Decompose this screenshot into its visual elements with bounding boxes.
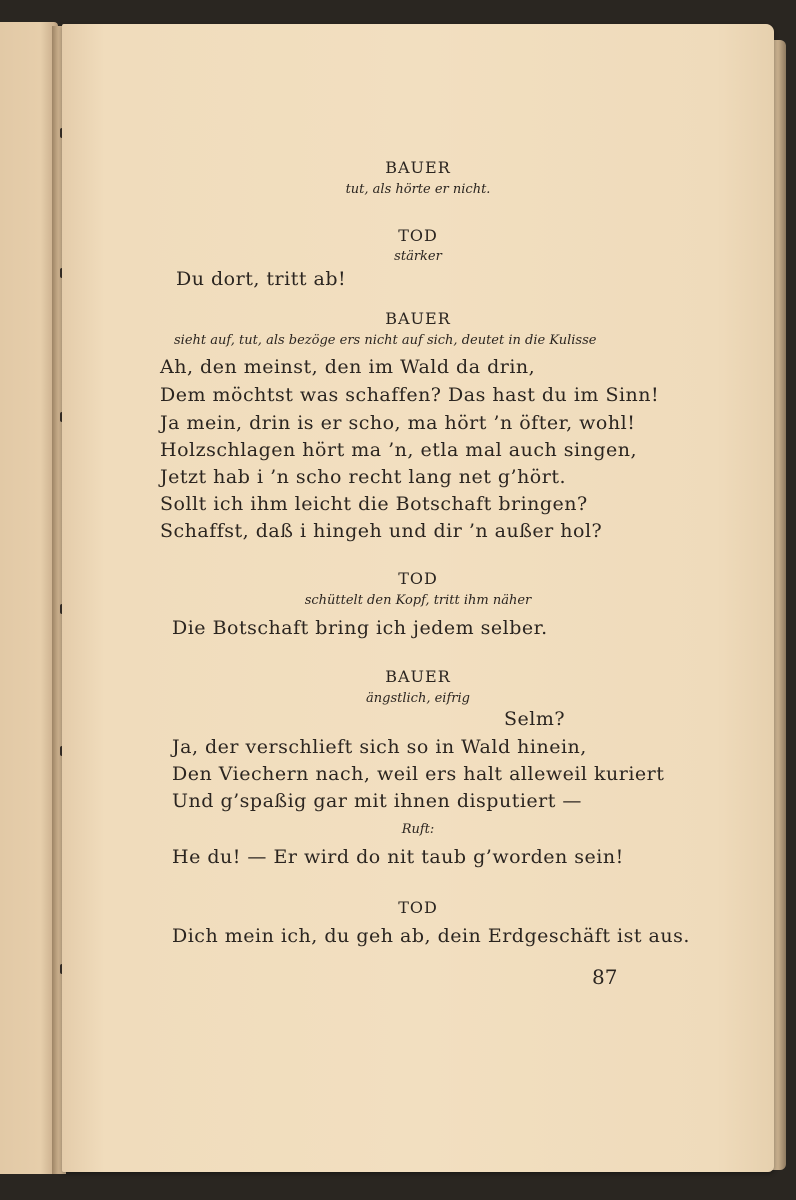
book-page (62, 24, 774, 1172)
verse-line: Holzschlagen hört ma ’n, etla mal auch singen, (160, 439, 637, 461)
stage-direction: stärker (394, 249, 442, 264)
speaker-name: TOD (398, 569, 438, 588)
verse-line: Schaffst, daß i hingeh und dir ’n außer hol? (160, 520, 603, 542)
verse-line: He du! — Er wird do nit taub g’worden sein! (172, 846, 624, 868)
speaker-name: TOD (398, 226, 438, 245)
speaker-name: BAUER (385, 309, 451, 328)
stage-direction: Ruft: (401, 822, 435, 837)
speaker-name: BAUER (385, 667, 451, 686)
verse-half-line: Selm? (504, 708, 566, 730)
verse-line: Und g’spaßig gar mit ihnen disputiert — (172, 790, 582, 812)
verse-line: Die Botschaft bring ich jedem selber. (172, 617, 548, 639)
verse-line: Sollt ich ihm leicht die Botschaft bringen? (160, 493, 588, 515)
stage-direction: ängstlich, eifrig (366, 691, 470, 706)
speaker-name: BAUER (385, 158, 451, 177)
verse-line: Ja mein, drin is er scho, ma hört ’n öfter, wohl! (160, 412, 636, 434)
verse-line: Dich mein ich, du geh ab, dein Erdgeschäft ist aus. (172, 925, 690, 947)
stage-direction: tut, als hörte er nicht. (345, 182, 491, 197)
stage-direction: schüttelt den Kopf, tritt ihm näher (304, 593, 532, 608)
verse-line: Jetzt hab i ’n scho recht lang net g’hört. (160, 466, 567, 488)
page-number: 87 (592, 965, 618, 989)
verse-line: Ah, den meinst, den im Wald da drin, (160, 356, 536, 378)
verse-line: Ja, der verschlieft sich so in Wald hinein, (172, 736, 587, 758)
left-page-edge (0, 22, 58, 1174)
verse-line: Dem möchtst was schaffen? Das hast du im Sinn! (160, 384, 660, 406)
stage-direction: sieht auf, tut, als bezöge ers nicht auf sich, deutet in die Kulisse (174, 333, 597, 348)
verse-line: Den Viechern nach, weil ers halt alleweil kuriert (172, 763, 665, 785)
verse-line: Du dort, tritt ab! (176, 268, 347, 290)
speaker-name: TOD (398, 898, 438, 917)
